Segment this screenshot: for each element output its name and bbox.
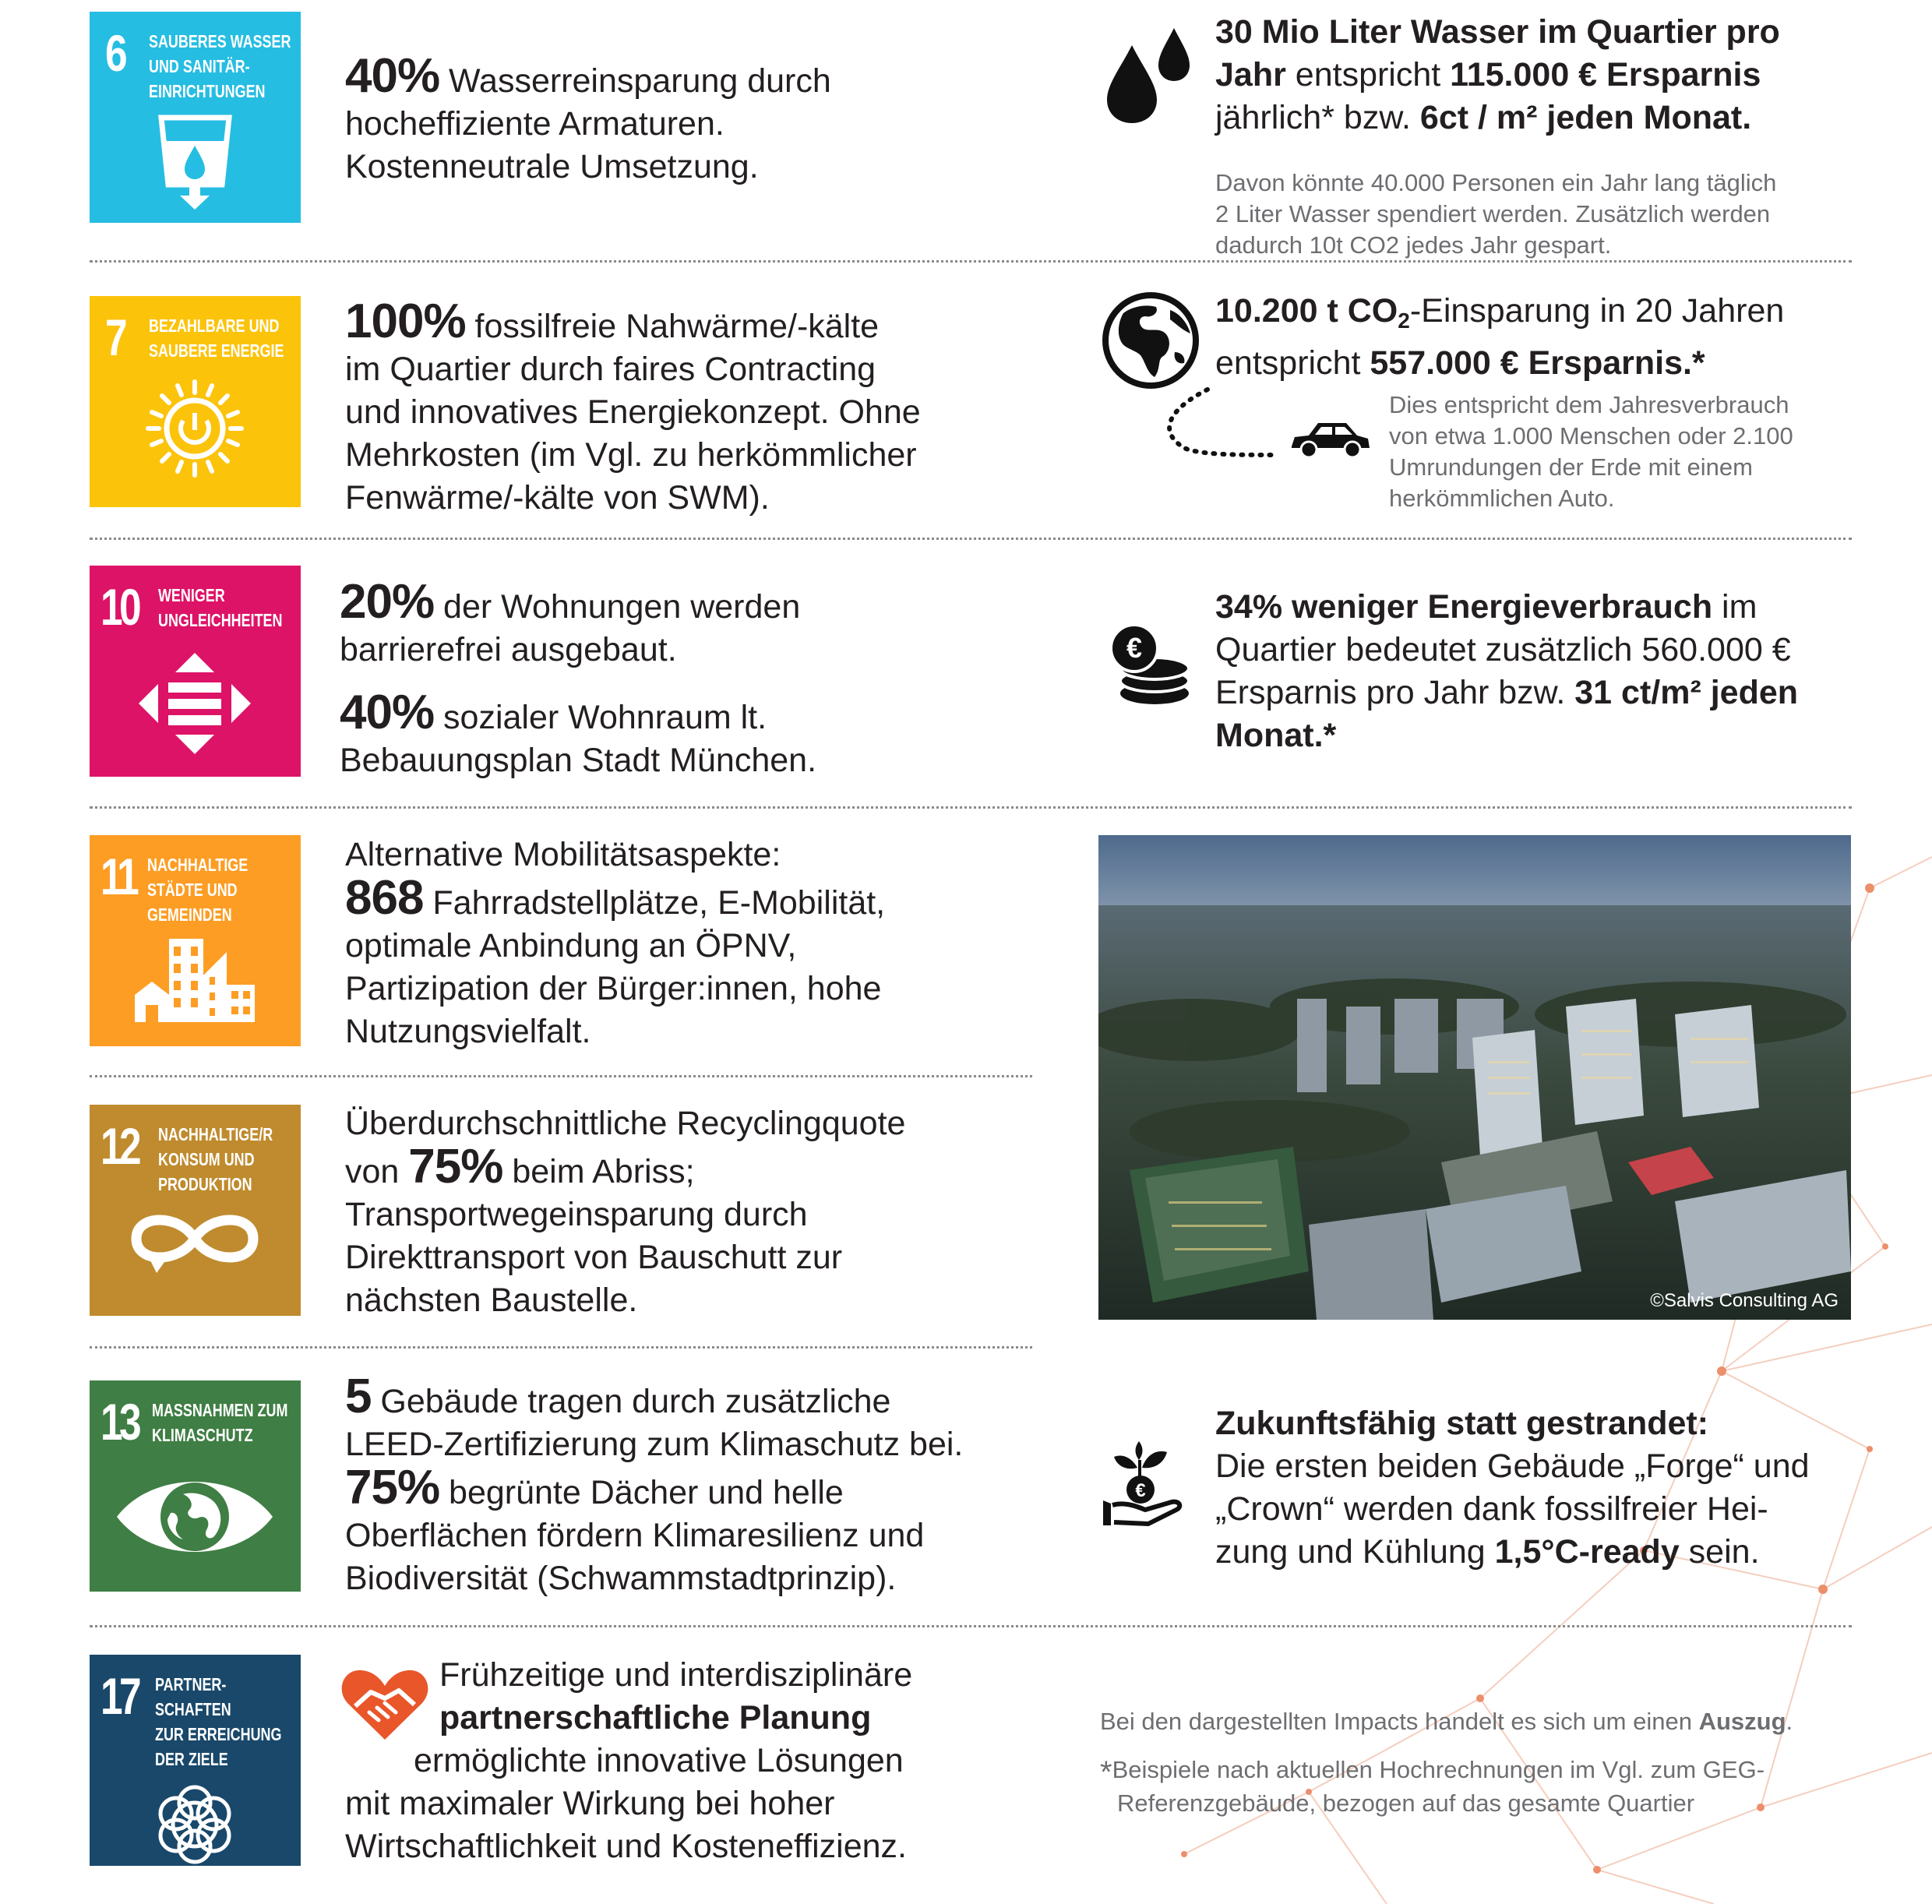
flower-rings-icon — [90, 1655, 301, 1866]
sdg-title: WENIGER UNGLEICHHEITEN — [158, 585, 283, 630]
co2-note: Dies entspricht dem Jahresverbrauch von etwa 1.000 Menschen oder 2.100 Umrundungen der Erde mit einem herkömmlichen Auto. — [1389, 391, 1793, 512]
sdg-number: 13 — [100, 1393, 138, 1451]
climate-text: 5 Gebäude tragen durch zusätzliche LEED-Zertifizierung zum Klimaschutz bei. 75% begrünte Dächer und helle Oberflächen fördern Klimaresilienz und Biodiversität (Schwammstadtprinzip). — [345, 1370, 964, 1597]
sdg-number: 7 — [105, 309, 124, 366]
hand-plant-coin-icon — [1100, 1426, 1193, 1527]
divider — [90, 806, 1852, 809]
inequality-text: 20% der Wohnungen werden barrierefrei ausgebaut. 40% sozialer Wohnraum lt. Bebauungsplan Stadt München. — [340, 575, 817, 779]
sdg-tile-13 — [90, 1380, 301, 1592]
sun-power-icon — [90, 296, 301, 507]
excerpt-note: Bei den dargestellten Impacts handelt es sich um einen Auszug. — [1100, 1708, 1793, 1735]
sdg-number: 10 — [100, 578, 138, 636]
sdg-tile-12 — [90, 1105, 301, 1316]
future-proof-text: Zukunftsfähig statt gestrandet: Die ersten beiden Gebäude „Forge“ und „Crown“ werden dank fossilfreier Hei- zung und Kühlung 1,5°C-ready sein. — [1215, 1405, 1810, 1571]
footnote: *Beispiele nach aktuellen Hochrechnungen im Vgl. zum GEG- Referenzgebäude, bezogen auf das gesamte Quartier — [1100, 1755, 1765, 1817]
divider — [90, 1346, 1032, 1349]
sdg-number: 11 — [100, 848, 136, 905]
sdg-title: PARTNER- SCHAFTEN ZUR ERREICHUNG DER ZIELE — [155, 1674, 282, 1769]
sdg-tile-17 — [90, 1655, 301, 1866]
sdg-title: MASSNAHMEN ZUM KLIMASCHUTZ — [152, 1400, 288, 1445]
sdg-title: SAUBERES WASSER UND SANITÄR- EINRICHTUNGEN — [149, 31, 291, 101]
water-volume-text: 30 Mio Liter Wasser im Quartier pro Jahr entspricht 115.000 € Ersparnis jährlich* bzw. 6ct / m² jeden Monat. — [1215, 13, 1780, 136]
equality-arrows-icon — [90, 566, 301, 777]
car-icon — [1287, 417, 1373, 464]
water-glass-icon — [90, 12, 301, 223]
partnership-text: Frühzeitige und interdisziplinäre partnerschaftliche Planung ermöglichte innovative Lösungen mit maximaler Wirkung bei hoher Wirtschaftlichkeit und Kosteneffizienz. — [345, 1656, 913, 1865]
divider — [90, 1625, 1852, 1627]
energy-text: 100% fossilfreie Nahwärme/-kälte im Quartier durch faires Contracting und innovatives Energiekonzept. Ohne Mehrkosten (im Vgl. zu herkömmlicher Fenwärme/-kälte von SWM). — [345, 294, 921, 517]
mobility-text: Alternative Mobilitätsaspekte: 868 Fahrradstellplätze, E-Mobilität, optimale Anbindung an ÖPNV, Partizipation der Bürger:innen, hohe Nutzungsvielfalt. — [345, 836, 886, 1050]
water-note: Davon könnte 40.000 Personen ein Jahr lang täglich 2 Liter Wasser spendiert werden. Zusätzlich werden dadurch 10t CO2 jedes Jahr gespart. — [1215, 169, 1777, 259]
sdg-tile-10 — [90, 566, 301, 777]
energy-consumption-text: 34% weniger Energieverbrauch im Quartier bedeutet zusätzlich 560.000 € Ersparnis pro Jahr bzw. 31 ct/m² jeden Monat.* — [1215, 588, 1799, 754]
water-savings-text: 40% Wasserreinsparung durch hocheffiziente Armaturen. Kostenneutrale Umsetzung. — [345, 49, 831, 185]
sdg-tile-6 — [90, 12, 301, 223]
city-buildings-icon — [90, 835, 301, 1046]
sdg-number: 6 — [105, 24, 124, 82]
recycling-text: Überdurchschnittliche Recyclingquote von 75% beim Abriss; Transportwegeinsparung durch Direkttransport von Bauschutt zur nächsten Baustelle. — [345, 1105, 906, 1319]
infinity-icon — [90, 1105, 301, 1316]
sdg-title: NACHHALTIGE/R KONSUM UND PRODUKTION — [158, 1124, 273, 1194]
sdg-tile-7 — [90, 296, 301, 507]
sdg-number: 17 — [100, 1667, 138, 1725]
eye-globe-icon — [90, 1380, 301, 1592]
coins-euro-icon — [1100, 622, 1193, 707]
sdg-title: NACHHALTIGE STÄDTE UND GEMEINDEN — [147, 855, 249, 925]
water-drops-icon — [1102, 23, 1196, 125]
sdg-title: BEZAHLBARE UND SAUBERE ENERGIE — [149, 316, 284, 361]
quarter-aerial-photo — [1098, 835, 1851, 1320]
svg-text:€: € — [1135, 1480, 1146, 1501]
svg-text:€: € — [1126, 632, 1143, 664]
co2-savings-text: 10.200 t CO2-Einsparung in 20 Jahren entspricht 557.000 € Ersparnis.* — [1215, 292, 1785, 382]
divider — [90, 538, 1852, 540]
divider — [90, 1075, 1032, 1077]
photo-credit: ©Salvis Consulting AG — [1650, 1290, 1839, 1311]
sdg-number: 12 — [100, 1117, 138, 1175]
sdg-tile-11 — [90, 835, 301, 1046]
